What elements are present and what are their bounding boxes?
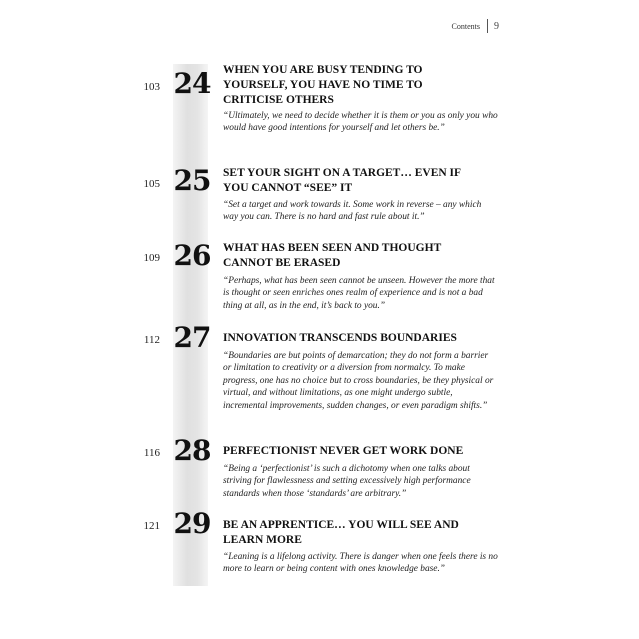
chapter-quote: “Perhaps, what has been seen cannot be unseen. However the more that is thought or seen enriches ones realm of experience and is not a bad thing at all, as in the end, it’s back to you.”	[223, 276, 495, 311]
chapter-title: BE AN APPRENTICE… YOU WILL SEE AND LEARN MORE	[223, 519, 459, 546]
chapter-title: WHAT HAS BEEN SEEN AND THOUGHT CANNOT BE ERASED	[223, 242, 442, 269]
page-number: 9	[494, 20, 499, 32]
chapter-number: 25	[173, 164, 211, 197]
entry-page-ref: 105	[143, 178, 160, 190]
chapter-quote: “Boundaries are but points of demarcation; they do not form a barrier or limitation to creativity or a diversion from normalcy. To make progress, one has no choice but to cross boundaries, be they physical or virtual, and without limitations, as one might undergo subtle, incremental improvements, sudden changes, or even paradigm shifts.”	[223, 351, 494, 411]
chapter-number: 26	[173, 239, 211, 272]
chapter-title: PERFECTIONIST NEVER GET WORK DONE	[223, 445, 464, 457]
section-title: Contents	[451, 21, 480, 31]
chapter-quote: “Leaning is a lifelong activity. There is danger when one feels there is no more to learn or being content with ones knowledge base.”	[223, 552, 498, 575]
entry-page-ref: 121	[143, 520, 160, 532]
chapter-quote: “Ultimately, we need to decide whether it is them or you as only you who would have good intentions for yourself and let others be.”	[223, 111, 498, 134]
chapter-number: 28	[173, 434, 211, 467]
chapter-title: INNOVATION TRANSCENDS BOUNDARIES	[223, 332, 457, 344]
chapter-number: 29	[173, 507, 211, 540]
header-divider	[487, 19, 488, 33]
chapter-title: WHEN YOU ARE BUSY TENDING TO YOURSELF, YOU HAVE NO TIME TO CRITICISE OTHERS	[223, 64, 423, 106]
entry-page-ref: 103	[143, 81, 160, 93]
chapter-number: 27	[173, 321, 211, 354]
chapter-quote: “Being a ‘perfectionist’ is such a dichotomy when one talks about striving for flawlessness and setting excessively high performance standards when those ‘standards’ are arbitrary.”	[223, 464, 471, 499]
chapter-quote: “Set a target and work towards it. Some work in reverse – any which way you can. There is no hard and fast rule about it.”	[223, 200, 482, 223]
entry-page-ref: 116	[143, 447, 160, 459]
chapter-title: SET YOUR SIGHT ON A TARGET… EVEN IF YOU CANNOT “SEE” IT	[223, 167, 461, 194]
entry-page-ref: 112	[143, 334, 160, 346]
entry-page-ref: 109	[143, 252, 160, 264]
running-header	[452, 19, 499, 33]
chapter-number: 24	[173, 67, 211, 100]
